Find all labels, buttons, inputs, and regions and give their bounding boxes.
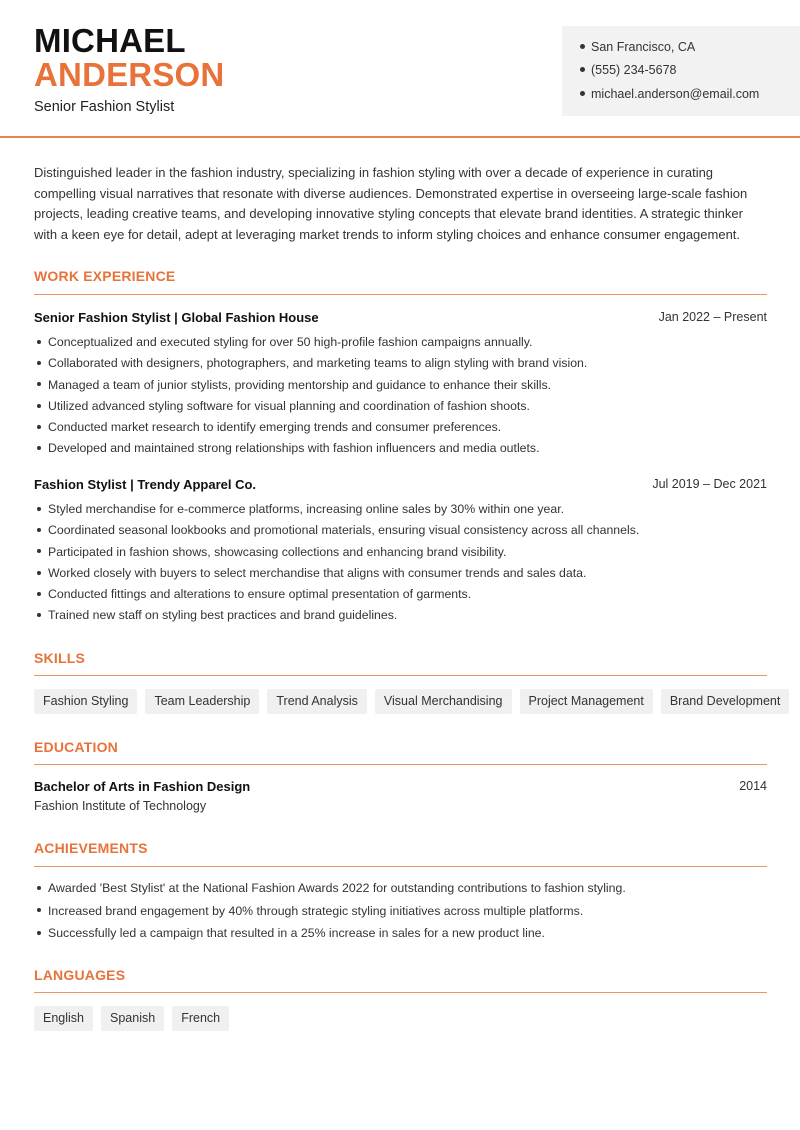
bullet-icon xyxy=(580,67,585,72)
list-item: Awarded 'Best Stylist' at the National Fashion Awards 2022 for outstanding contributions to fashion styling. xyxy=(34,877,774,900)
list-item: Conceptualized and executed styling for over 50 high-profile fashion campaigns annually. xyxy=(34,332,774,353)
list-item: Conducted market research to identify emerging trends and consumer preferences. xyxy=(34,417,774,438)
list-item: Utilized advanced styling software for visual planning and coordination of fashion shoots. xyxy=(34,396,774,417)
bullet-icon xyxy=(37,549,41,553)
list-item: Styled merchandise for e-commerce platforms, increasing online sales by 30% within one year. xyxy=(34,499,774,520)
skill-tag: Brand Development xyxy=(661,689,789,714)
section-divider xyxy=(34,294,767,295)
section-divider xyxy=(34,992,767,993)
contact-email: michael.anderson@email.com xyxy=(580,87,759,101)
bullet-icon xyxy=(37,361,41,365)
job-title: Senior Fashion Stylist xyxy=(34,99,175,115)
list-item: Developed and maintained strong relationships with fashion influencers and media outlets. xyxy=(34,438,774,459)
bullet-icon xyxy=(37,931,41,935)
section-title-education: EDUCATION xyxy=(34,739,118,755)
achievements-list xyxy=(34,877,774,945)
language-tags xyxy=(34,1006,229,1031)
list-item: Increased brand engagement by 40% through strategic styling initiatives across multiple platforms. xyxy=(34,900,774,923)
list-item: Successfully led a campaign that resulted in a 25% increase in sales for a new product line. xyxy=(34,922,774,945)
section-title-skills: SKILLS xyxy=(34,650,85,666)
bullet-icon xyxy=(37,571,41,575)
bullet-icon xyxy=(580,44,585,49)
job-title-2: Fashion Stylist | Trendy Apparel Co. xyxy=(34,477,257,492)
summary-paragraph: Distinguished leader in the fashion industry, specializing in fashion styling with over a decade of experience in curating compelling visual narratives that resonate with diverse audiences. Demonstrated expertise in overseeing large-scale fashion projects, leading creative teams, and developing innovative styling concepts that elevate brand identities. A strategic thinker with a keen eye for detail, adept at leveraging market trends to inform styling choices and enhance consumer engagement. xyxy=(34,165,748,242)
education-degree: Bachelor of Arts in Fashion Design xyxy=(34,779,251,794)
job-date-1: Jan 2022 – Present xyxy=(658,310,767,324)
section-divider xyxy=(34,764,767,765)
resume-header xyxy=(0,0,800,138)
education-school: Fashion Institute of Technology xyxy=(34,799,207,813)
skills-tags xyxy=(34,689,789,714)
bullet-icon xyxy=(37,382,41,386)
skill-tag: Visual Merchandising xyxy=(375,689,512,714)
language-tag: Spanish xyxy=(101,1006,164,1031)
skill-tag: Project Management xyxy=(520,689,653,714)
bullet-icon xyxy=(37,528,41,532)
list-item: Participated in fashion shows, showcasing collections and enhancing brand visibility. xyxy=(34,542,774,563)
contact-location: San Francisco, CA xyxy=(580,40,695,54)
bullet-icon xyxy=(37,613,41,617)
bullet-icon xyxy=(37,340,41,344)
bullet-icon xyxy=(37,507,41,511)
list-item: Managed a team of junior stylists, providing mentorship and guidance to enhance their skills. xyxy=(34,375,774,396)
skill-tag: Team Leadership xyxy=(145,689,259,714)
bullet-icon xyxy=(37,592,41,596)
list-item: Trained new staff on styling best practices and brand guidelines. xyxy=(34,605,774,626)
skill-tag: Fashion Styling xyxy=(34,689,137,714)
education-year: 2014 xyxy=(739,779,767,793)
section-title-languages: LANGUAGES xyxy=(34,967,126,983)
bullet-icon xyxy=(580,91,585,96)
section-divider xyxy=(34,675,767,676)
list-item: Coordinated seasonal lookbooks and promotional materials, ensuring visual consistency across all channels. xyxy=(34,520,774,541)
list-item: Collaborated with designers, photographers, and marketing teams to align styling with brand vision. xyxy=(34,353,774,374)
language-tag: English xyxy=(34,1006,93,1031)
job-bullets-1 xyxy=(34,332,774,460)
bullet-icon xyxy=(37,908,41,912)
bullet-icon xyxy=(37,886,41,890)
contact-phone: (555) 234-5678 xyxy=(580,63,676,77)
bullet-icon xyxy=(37,446,41,450)
last-name: ANDERSON xyxy=(34,56,225,93)
bullet-icon xyxy=(37,404,41,408)
contact-box xyxy=(562,26,800,116)
section-divider xyxy=(34,866,767,867)
list-item: Conducted fittings and alterations to ensure optimal presentation of garments. xyxy=(34,584,774,605)
language-tag: French xyxy=(172,1006,229,1031)
job-title-1: Senior Fashion Stylist | Global Fashion House xyxy=(34,310,319,325)
bullet-icon xyxy=(37,425,41,429)
first-name: MICHAEL xyxy=(34,22,186,59)
skill-tag: Trend Analysis xyxy=(267,689,367,714)
list-item: Worked closely with buyers to select merchandise that aligns with consumer trends and sales data. xyxy=(34,563,774,584)
section-title-work: WORK EXPERIENCE xyxy=(34,268,176,284)
job-bullets-2 xyxy=(34,499,774,627)
section-title-achievements: ACHIEVEMENTS xyxy=(34,840,148,856)
job-date-2: Jul 2019 – Dec 2021 xyxy=(652,477,767,491)
